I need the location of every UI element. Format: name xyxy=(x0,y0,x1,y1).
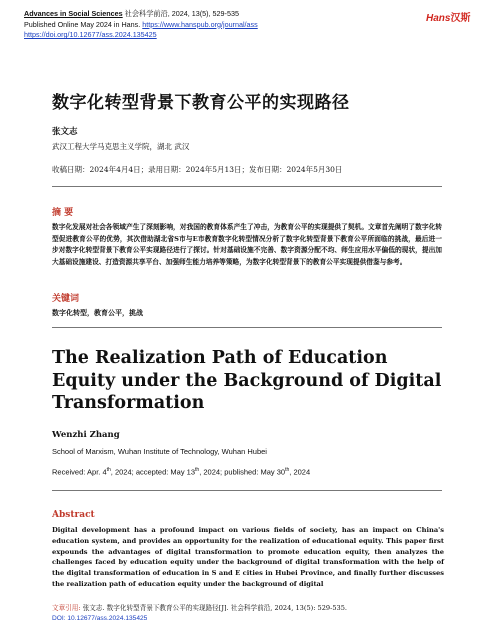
affiliation-cn: 武汉工程大学马克思主义学院，湖北 武汉 xyxy=(52,142,190,151)
divider xyxy=(52,327,442,328)
keywords-heading-cn: 关键词 xyxy=(52,294,80,304)
doi-line xyxy=(24,30,258,41)
citation-text: 张文志. 数字化转型背景下教育公平的实现路径[J]. 社会科学前沿, 2024, 13(5): 529-535. xyxy=(82,604,348,612)
citation-label: 文章引用: xyxy=(52,604,83,612)
dates-en xyxy=(52,467,310,477)
dates-cn: 收稿日期：2024年4月4日；录用日期：2024年5月13日；发布日期：2024年5月30日 xyxy=(52,165,343,174)
hans-logo xyxy=(426,9,470,24)
journal-name-en[interactable]: Advances in Social Sciences xyxy=(24,9,123,18)
abstract-en: Digital development has a profound impact on various fields of society, has an impact on China's education system, and provides an opportunity for the realization of educational equity. This paper first expounds the advantages of digital transformation to promote education equity, then analyzes the challenges faced by education equity under the background of digital transformation with the help of the digital transformation of education in S and E cities in Hubei Province, and finally further discusses the realization path of education equity under the background of digital xyxy=(52,526,444,588)
published-line xyxy=(24,20,258,31)
ordinal-suffix: th xyxy=(195,467,200,473)
title-en: The Realization Path of Education Equity under the Background of Digital Transformation xyxy=(52,348,442,413)
received-date: Received: Apr. 4 xyxy=(52,467,107,477)
logo-en: Hans xyxy=(426,13,451,24)
title-cn: 数字化转型背景下教育公平的实现路径 xyxy=(52,93,350,113)
citation-footer xyxy=(52,603,347,624)
logo-cn: 汉斯 xyxy=(450,13,471,24)
accepted-date: , 2024; accepted: May 13 xyxy=(110,467,196,477)
year-end: , 2024 xyxy=(289,467,311,477)
journal-url-link[interactable]: https://www.hanspub.org/journal/ass xyxy=(142,19,258,29)
abstract-heading-en: Abstract xyxy=(52,510,95,520)
divider xyxy=(52,186,442,187)
ordinal-suffix: th xyxy=(106,467,111,473)
abstract-cn: 数字化发展对社会各领域产生了深刻影响，对我国的教育体系产生了冲击，为教育公平的实现提供了契机。文章首先阐明了数字化转型促进教育公平的优势，其次借助湖北省S市与E市教育数字化转型情况分析了数字化转型背景下教育公平所面临的挑战，最后进一步对数字化转型背景下教育公平实现路径进行了探讨。针对基础设施不完善、数字资源分配不均、师生应用水平偏低的现状，提出加大基础设施建设、打造资源共享平台、加强师生能力培养等策略，为数字化转型背景下的教育公平实现提供借鉴与参考。 xyxy=(52,223,442,266)
journal-line xyxy=(24,9,258,20)
citation-doi[interactable]: DOI: 10.12677/ass.2024.135425 xyxy=(52,614,148,622)
divider xyxy=(52,490,442,491)
author-en: Wenzhi Zhang xyxy=(52,430,120,440)
journal-issue: 社会科学前沿, 2024, 13(5), 529-535 xyxy=(122,9,239,18)
doi-url-link[interactable]: https://doi.org/10.12677/ass.2024.135425 xyxy=(24,30,157,39)
published-text: Published Online May 2024 in Hans. xyxy=(24,19,143,29)
citation-line xyxy=(52,603,347,614)
author-cn: 张文志 xyxy=(52,127,78,137)
keywords-cn: 数字化转型，教育公平，挑战 xyxy=(52,308,143,317)
ordinal-suffix: th xyxy=(285,467,290,473)
affiliation-en: School of Marxism, Wuhan Institute of Technology, Wuhan Hubei xyxy=(52,447,267,456)
published-date: , 2024; published: May 30 xyxy=(199,467,286,477)
abstract-heading-cn: 摘 要 xyxy=(52,208,74,218)
journal-header xyxy=(24,9,258,41)
